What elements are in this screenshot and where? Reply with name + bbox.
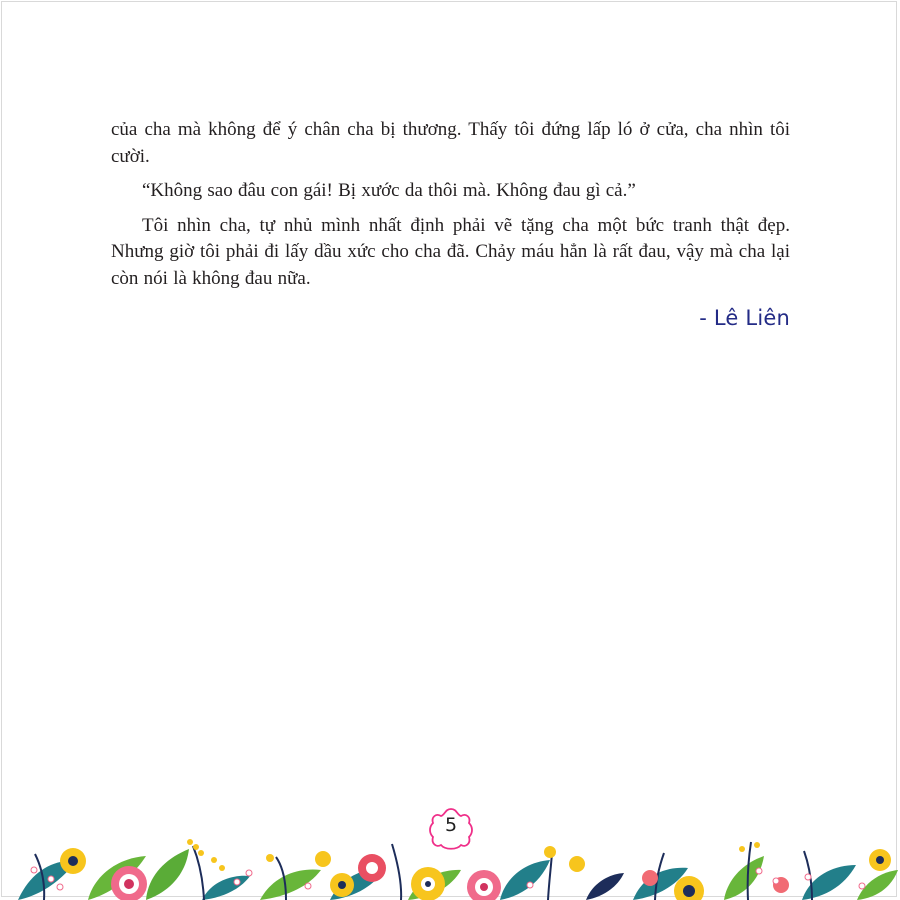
story-text bbox=[111, 117, 790, 300]
story-paragraph-3: Tôi nhìn cha, tự nhủ mình nhất định phải vẽ tặng cha một bức tranh thật đẹp. Nhưng giờ tôi phải đi lấy dầu xức cho cha đã. Chảy máu hẳn là rất đau, vậy mà cha lại còn nói là không đau nữa. bbox=[111, 214, 790, 289]
flower-border bbox=[0, 825, 900, 900]
story-paragraph-1: của cha mà không để ý chân cha bị thương. Thấy tôi đứng lấp ló ở cửa, cha nhìn tôi cười. bbox=[111, 119, 790, 167]
author-credit: - Lê Liên bbox=[699, 306, 790, 330]
page-number: 5 bbox=[444, 814, 458, 836]
small-bud-icon bbox=[187, 839, 760, 871]
story-paragraph-2: “Không sao đâu con gái! Bị xước da thôi mà. Không đau gì cả.” bbox=[142, 180, 636, 201]
leaf-icon bbox=[18, 849, 898, 900]
